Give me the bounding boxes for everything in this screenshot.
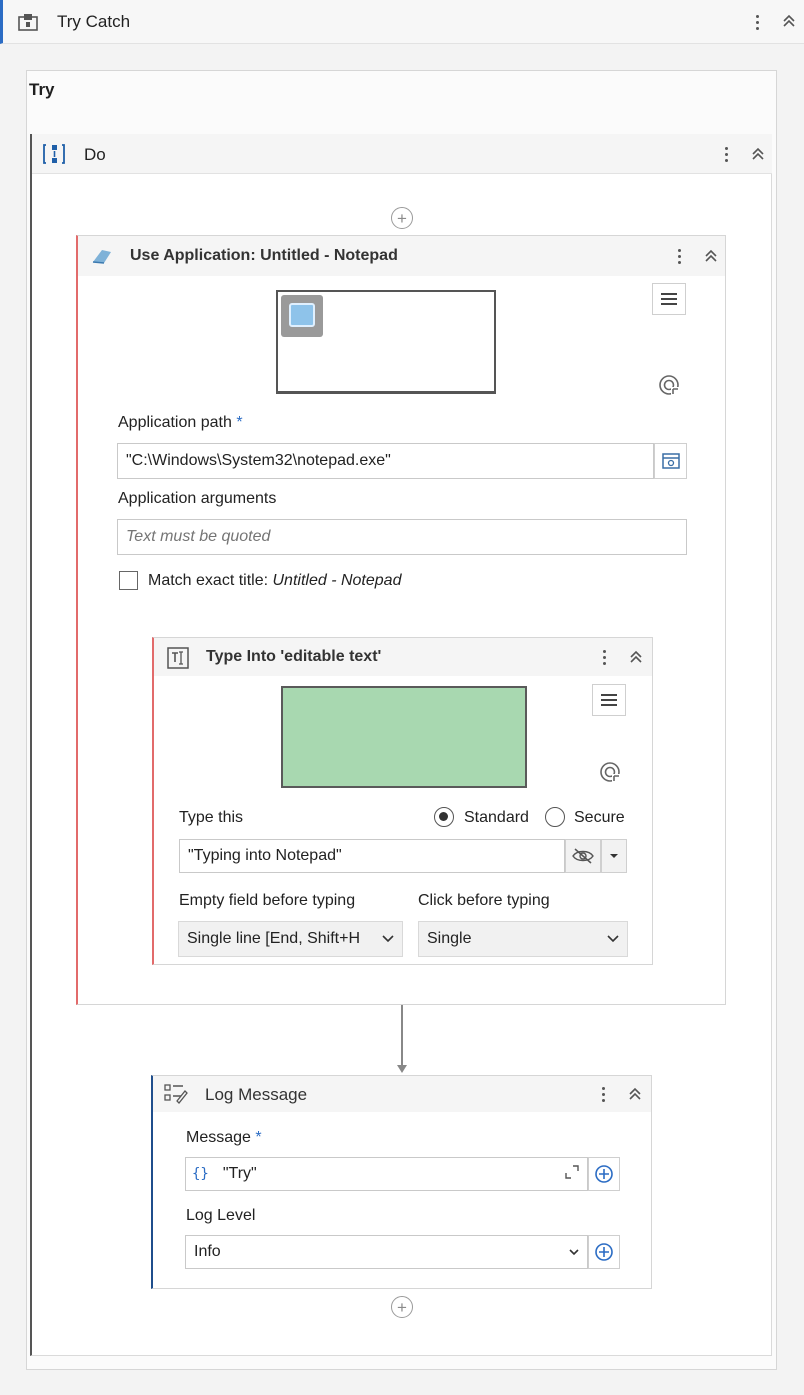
do-collapse-icon[interactable] [748, 144, 768, 164]
standard-radio[interactable] [434, 807, 454, 827]
try-catch-title: Try Catch [57, 12, 131, 31]
chevron-down-icon [607, 935, 619, 943]
type-into-header [154, 638, 652, 676]
notepad-app-icon [90, 246, 114, 266]
required-mark: * [236, 414, 243, 431]
match-exact-title-value: Untitled - Notepad [272, 572, 402, 589]
do-more-icon[interactable] [719, 142, 733, 166]
type-this-value: "Typing into Notepad" [188, 847, 342, 864]
sequence-icon [42, 142, 66, 166]
secure-radio[interactable] [545, 807, 565, 827]
log-message-more-icon[interactable] [596, 1082, 610, 1106]
log-level-value: Info [194, 1243, 221, 1260]
match-exact-title-label [148, 572, 401, 590]
type-into-collapse-icon[interactable] [626, 647, 646, 667]
empty-field-select[interactable] [178, 921, 403, 957]
try-catch-more-icon[interactable] [750, 10, 764, 34]
application-path-label-text: Application path [118, 414, 232, 431]
empty-field-label: Empty field before typing [179, 892, 356, 909]
log-message-title: Log Message [205, 1085, 308, 1104]
application-arguments-input[interactable] [117, 519, 687, 555]
type-into-preview-image[interactable] [281, 686, 527, 788]
log-level-add-button[interactable] [588, 1235, 620, 1269]
add-activity-bottom-button[interactable]: + [391, 1296, 413, 1318]
match-exact-title-text: Match exact title: [148, 572, 269, 589]
application-path-label [118, 414, 243, 432]
message-required-mark: * [255, 1129, 262, 1146]
secure-radio-label: Secure [574, 809, 625, 826]
use-application-header [78, 236, 725, 276]
try-catch-header [0, 0, 804, 44]
click-before-label: Click before typing [418, 892, 550, 909]
type-into-more-icon[interactable] [597, 645, 611, 669]
hide-text-button[interactable] [565, 839, 601, 873]
plus-circle-icon [594, 1164, 614, 1184]
type-into-icon [166, 646, 190, 670]
log-message-icon [163, 1083, 189, 1105]
try-catch-icon [17, 11, 39, 33]
use-application-collapse-icon[interactable] [701, 246, 721, 266]
chevron-down-icon [382, 935, 394, 943]
click-before-select[interactable] [418, 921, 628, 957]
use-application-more-icon[interactable] [672, 244, 686, 268]
application-preview-image[interactable] [276, 290, 496, 394]
message-input[interactable] [185, 1157, 588, 1191]
log-message-header [153, 1076, 651, 1112]
message-value: "Try" [222, 1165, 257, 1182]
type-into-target-icon[interactable] [597, 759, 625, 787]
click-before-value: Single [427, 930, 472, 947]
chevron-down-icon [569, 1249, 579, 1256]
message-label-text: Message [186, 1129, 251, 1146]
standard-radio-label: Standard [464, 809, 529, 826]
message-label [186, 1129, 262, 1147]
application-path-value: "C:\Windows\System32\notepad.exe" [126, 452, 391, 469]
flow-connector-arrow [394, 1005, 410, 1077]
plus-circle-icon [594, 1242, 614, 1262]
type-into-title: Type Into 'editable text' [206, 648, 382, 665]
type-this-label: Type this [179, 809, 244, 826]
do-title: Do [84, 145, 106, 164]
log-level-label: Log Level [186, 1207, 256, 1224]
application-arguments-label: Application arguments [118, 490, 277, 507]
try-label: Try [29, 80, 55, 99]
do-header [32, 134, 772, 174]
type-into-menu-button[interactable] [592, 684, 626, 716]
use-application-title: Use Application: Untitled - Notepad [130, 247, 398, 264]
application-path-input[interactable] [117, 443, 654, 479]
app-thumbnail-icon [281, 295, 323, 337]
try-catch-collapse-icon[interactable] [779, 11, 799, 31]
empty-field-value: Single line [End, Shift+H [187, 930, 360, 947]
eye-off-icon [571, 847, 595, 865]
type-this-input[interactable] [179, 839, 565, 873]
match-exact-title-checkbox[interactable] [119, 571, 138, 590]
browse-application-button[interactable] [654, 443, 687, 479]
expression-braces-icon: {} [192, 1166, 209, 1182]
type-this-dropdown-button[interactable] [601, 839, 627, 873]
standard-radio-dot [439, 812, 448, 821]
use-application-menu-button[interactable] [652, 283, 686, 315]
log-level-select[interactable] [185, 1235, 588, 1269]
log-message-collapse-icon[interactable] [625, 1084, 645, 1104]
expand-icon[interactable] [565, 1165, 579, 1184]
add-activity-top-button[interactable]: + [391, 207, 413, 229]
message-add-button[interactable] [588, 1157, 620, 1191]
indicate-target-icon[interactable] [656, 372, 684, 400]
